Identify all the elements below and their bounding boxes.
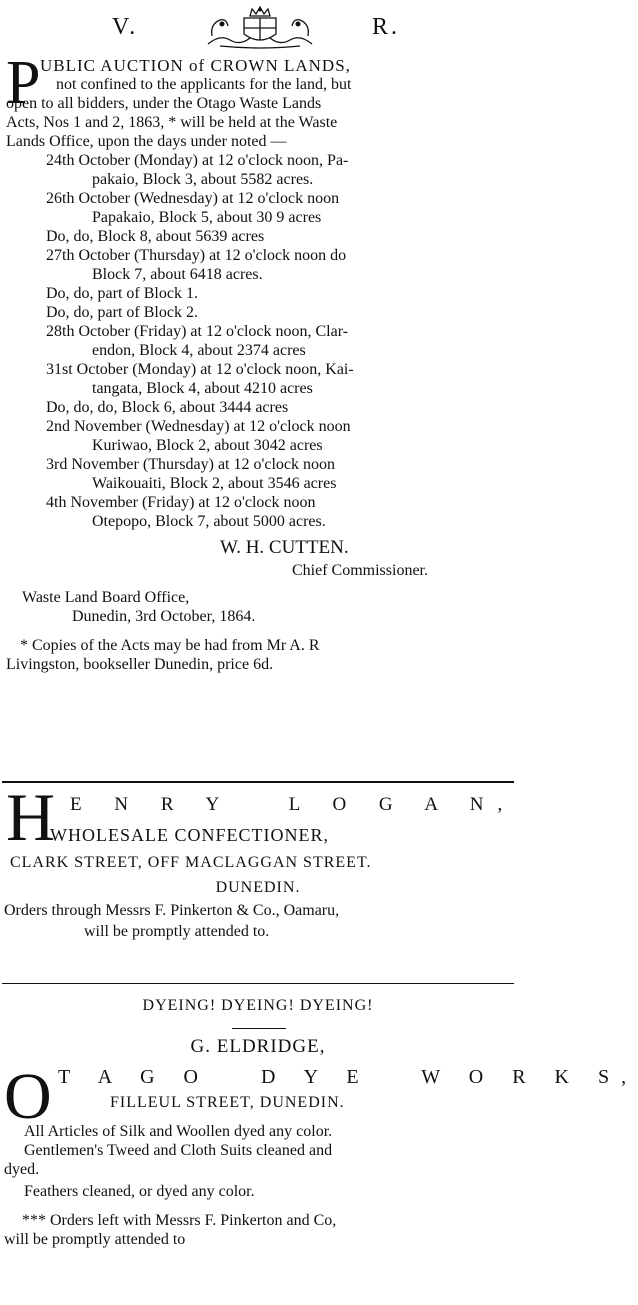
header-left-letter: V. [112, 14, 139, 40]
sale-line: Waikouaiti, Block 2, about 3546 acres [92, 475, 337, 492]
footnote-line: Livingston, bookseller Dunedin, price 6d. [6, 656, 274, 673]
auction-intro-line: Acts, Nos 1 and 2, 1863, * will be held at the Waste [6, 114, 338, 131]
royal-header [0, 6, 516, 46]
works-address: FILLEUL STREET, DUNEDIN. [110, 1094, 345, 1111]
footnote-line: * Copies of the Acts may be had from Mr A. R [20, 637, 320, 654]
sale-line: 3rd November (Thursday) at 12 o'clock noon [46, 456, 336, 473]
dropcap-o: O [4, 1060, 52, 1133]
orders-line: Orders through Messrs F. Pinkerton & Co., Oamaru, [4, 902, 340, 919]
address-line: CLARK STREET, OFF MACLAGGAN STREET. [10, 854, 372, 871]
dropcap-p: P [6, 49, 41, 117]
short-divider [232, 1028, 286, 1029]
sale-line: Do, do, part of Block 2. [46, 304, 198, 321]
auction-intro-line: Lands Office, upon the days under noted — [6, 133, 287, 150]
works-name: T A G O D Y E W O R K S, [58, 1066, 638, 1088]
proprietor-line: G. ELDRIDGE, [190, 1036, 326, 1057]
crown-lands-auction-ad [0, 49, 516, 674]
body-line: Gentlemen's Tweed and Cloth Suits cleaned and [24, 1142, 333, 1159]
sale-schedule [0, 151, 516, 531]
orders-line: will be promptly attended to [4, 1231, 186, 1248]
royal-coat-of-arms-icon [200, 6, 320, 48]
header-right-letter: R. [372, 14, 401, 40]
sale-line: tangata, Block 4, about 4210 acres [92, 380, 313, 397]
sale-line: Do, do, Block 8, about 5639 acres [46, 228, 265, 245]
divider [2, 781, 514, 783]
orders-line: *** Orders left with Messrs F. Pinkerton and Co, [22, 1212, 337, 1229]
sale-line: pakaio, Block 3, about 5582 acres. [92, 171, 314, 188]
sale-line: 28th October (Friday) at 12 o'clock noon, Clar- [46, 323, 349, 340]
sale-line: 27th October (Thursday) at 12 o'clock noon do [46, 247, 347, 264]
dropcap-h: H [6, 779, 56, 855]
divider [2, 983, 514, 984]
proprietor-name: E N R Y L O G A N, [70, 794, 517, 815]
sale-line: 2nd November (Wednesday) at 12 o'clock noon [46, 418, 351, 435]
office-line: Waste Land Board Office, [22, 589, 190, 606]
sale-line: Papakaio, Block 5, about 30 9 acres [92, 209, 322, 226]
auction-intro-line: not confined to the applicants for the land, but [56, 76, 352, 93]
sale-line: Do, do, part of Block 1. [46, 285, 198, 302]
body-line: Feathers cleaned, or dyed any color. [24, 1183, 255, 1200]
city-line: DUNEDIN. [215, 879, 301, 896]
sale-line: 31st October (Monday) at 12 o'clock noon, Kai- [46, 361, 354, 378]
body-line: All Articles of Silk and Woollen dyed any color. [24, 1123, 333, 1140]
henry-logan-ad [0, 779, 517, 941]
place-date-line: Dunedin, 3rd October, 1864. [72, 608, 256, 625]
body-line: dyed. [4, 1161, 40, 1178]
sale-line: Do, do, do, Block 6, about 3444 acres [46, 399, 289, 416]
sale-line: 26th October (Wednesday) at 12 o'clock noon [46, 190, 340, 207]
sale-line: Otepopo, Block 7, about 5000 acres. [92, 513, 326, 530]
otago-dye-works-ad [0, 992, 638, 1249]
sale-line: 4th November (Friday) at 12 o'clock noon [46, 494, 316, 511]
auction-intro-line: open to all bidders, under the Otago Waste Lands [6, 95, 322, 112]
sale-line: Block 7, about 6418 acres. [92, 266, 263, 283]
sale-line: Kuriwao, Block 2, about 3042 acres [92, 437, 323, 454]
sale-line: endon, Block 4, about 2374 acres [92, 342, 306, 359]
dyeing-heading: DYEING! DYEING! DYEING! [142, 997, 374, 1014]
auction-intro-line: UBLIC AUCTION of CROWN LANDS, [40, 56, 351, 75]
signature: W. H. CUTTEN. [220, 537, 349, 558]
sale-line: 24th October (Monday) at 12 o'clock noon, Pa- [46, 152, 349, 169]
trade-line: WHOLESALE CONFECTIONER, [50, 825, 329, 845]
orders-line: will be promptly attended to. [84, 923, 270, 940]
signature-title: Chief Commissioner. [292, 562, 428, 579]
